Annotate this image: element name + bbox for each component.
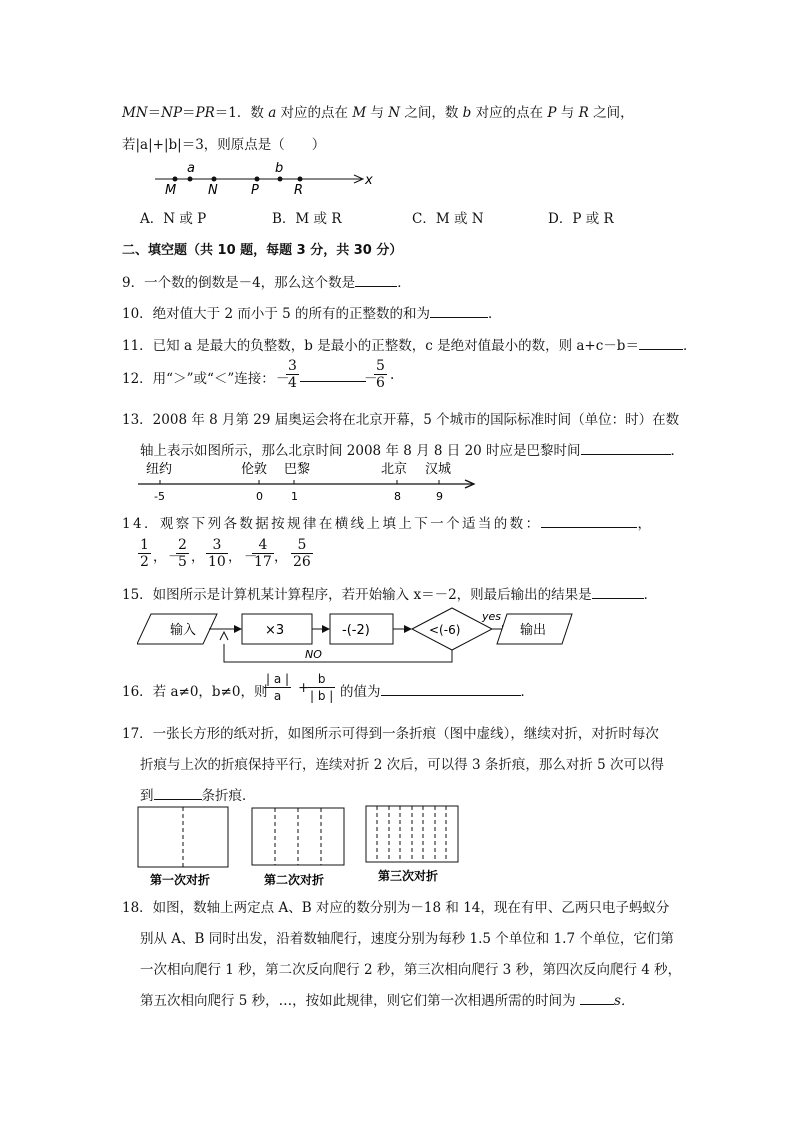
q8-option-a: A．N 或 P — [140, 211, 207, 227]
flow-yes-label: yes — [482, 610, 502, 623]
q8-option-b: B．M 或 R — [272, 211, 342, 227]
q12-sign1: － — [276, 371, 290, 387]
flow-multiply-label: ×3 — [265, 623, 285, 638]
label-r: R — [294, 183, 304, 198]
value-8: 8 — [394, 490, 401, 503]
q12-fraction-1: $\frac{3}{4}$ — [288, 358, 297, 391]
q14-fraction-3: $\frac{3}{10}$ — [208, 537, 226, 570]
q18-line4: 第五次相向爬行 5 秒，…，按如此规律，则它们第一次相遇所需的时间为 s． — [140, 989, 634, 1009]
flow-output-label: 输出 — [520, 623, 547, 638]
q12-blank — [300, 367, 366, 386]
q16-text2: 的值为 ． — [340, 680, 534, 700]
value-1: 1 — [291, 490, 298, 503]
q16-fraction-1: $\frac{| a |}{a}$ — [266, 672, 290, 703]
q17-line2: 折痕与上次的折痕保持平行，连续对折 2 次后，可以得 3 条折痕，那么对折 5 次可以得 — [140, 757, 665, 773]
city-beijing: 北京 — [381, 462, 408, 477]
point-p — [255, 177, 260, 182]
city-newyork: 纽约 — [146, 462, 173, 477]
q12-fraction-2: $\frac{5}{6}$ — [376, 358, 385, 391]
q8-number-line — [150, 158, 390, 198]
q18-line3: 一次相向爬行 1 秒，第二次反向爬行 2 秒，第三次相向爬行 3 秒，第四次反向爬行 4 秒， — [140, 962, 682, 978]
value-minus5: -5 — [154, 490, 165, 503]
q12-text: 12．用“＞”或“＜”连接： — [122, 371, 275, 387]
flow-input-label: 输入 — [170, 623, 197, 638]
point-b — [278, 177, 283, 182]
q13-line2: 轴上表示如图所示，那么北京时间 2008 年 8 月 8 日 20 时应是巴黎时间 ． — [140, 439, 684, 459]
q8-line1: MN＝NP＝PR＝1．数 a 对应的点在 M 与 N 之间，数 b 对应的点在 P 与 R 之间， — [122, 105, 634, 121]
q12-sign2: － — [364, 371, 378, 387]
q8-option-c: C．M 或 N — [412, 211, 484, 227]
fold-caption-2: 第二次对折 — [264, 873, 325, 887]
q13-time-number-line — [138, 458, 483, 506]
label-x: x — [365, 173, 373, 188]
q9: 9．一个数的倒数是－4，那么这个数是 ． — [122, 271, 411, 291]
city-paris: 巴黎 — [284, 462, 311, 477]
city-london: 伦敦 — [241, 462, 268, 477]
q17-line1: 17．一张长方形的纸对折，如图所示可得到一条折痕（图中虚线），继续对折，对折时每次 — [122, 726, 659, 742]
q14-fraction-2: $\frac{2}{5}$ — [178, 537, 187, 570]
q14-sign-4: － — [244, 549, 258, 565]
q18-line1: 18．如图，数轴上两定点 A、B 对应的数分别为－18 和 14，现在有甲、乙两只电子蚂蚁分 — [122, 900, 670, 916]
q14-fraction-5: $\frac{5}{26}$ — [293, 537, 311, 570]
q17-line3: 到 条折痕． — [140, 784, 256, 804]
point-m — [173, 177, 178, 182]
q15-flowchart — [137, 606, 607, 666]
q10: 10．绝对值大于 2 而小于 5 的所有的正整数的和为 ． — [122, 302, 502, 322]
q16-text: 16．若 a≠0，b≠0，则 — [122, 684, 268, 700]
q16-fraction-2: $\frac{b}{| b |}$ — [310, 672, 334, 703]
q15-text: 15．如图所示是计算机某计算程序，若开始输入 x＝－2，则最后输出的结果是 ． — [122, 583, 657, 603]
q12-period: . — [390, 367, 395, 383]
point-n — [212, 177, 217, 182]
q16-plus: + — [298, 680, 310, 696]
q13-line1: 13．2008 年 8 月第 29 届奥运会将在北京开幕，5 个城市的国际标准时间（单位：时）在数 — [122, 412, 680, 428]
label-a: a — [187, 161, 195, 176]
label-n: N — [208, 183, 218, 198]
q14-sign-2: － — [168, 549, 182, 565]
q14-fraction-1: $\frac{1}{2}$ — [140, 537, 149, 570]
flow-subtract-label: -(-2) — [342, 623, 370, 638]
q17-fold-figures — [130, 804, 470, 888]
section-heading: 二、填空题（共 10 题，每题 3 分，共 30 分） — [122, 243, 403, 258]
q14-fraction-4: $\frac{4}{17}$ — [254, 537, 272, 570]
value-9: 9 — [436, 490, 443, 503]
point-a — [188, 177, 193, 182]
point-r — [298, 177, 303, 182]
flow-condition-label: <(-6) — [429, 623, 461, 637]
fold-caption-3: 第三次对折 — [378, 869, 439, 883]
q8-option-d: D．P 或 R — [548, 211, 614, 227]
label-m: M — [165, 183, 177, 198]
q8-line2: 若|a|+|b|＝3，则原点是（ ） — [122, 137, 326, 153]
value-0: 0 — [256, 490, 263, 503]
flow-no-label: NO — [305, 648, 322, 661]
q11: 11．已知 a 是最大的负整数，b 是最小的正整数，c 是绝对值最小的数，则 a+c－b＝ ． — [122, 334, 696, 354]
q18-line2: 别从 A、B 同时出发，沿着数轴爬行，速度分别为每秒 1.5 个单位和 1.7 个单位，它们第 — [140, 931, 674, 947]
label-b: b — [275, 161, 284, 176]
fold-caption-1: 第一次对折 — [150, 873, 211, 887]
q14-text: 14．观察下列各数据按规律在横线上填上下一个适当的数： ， — [122, 512, 653, 532]
label-p: P — [251, 183, 259, 198]
city-seoul: 汉城 — [425, 462, 452, 477]
